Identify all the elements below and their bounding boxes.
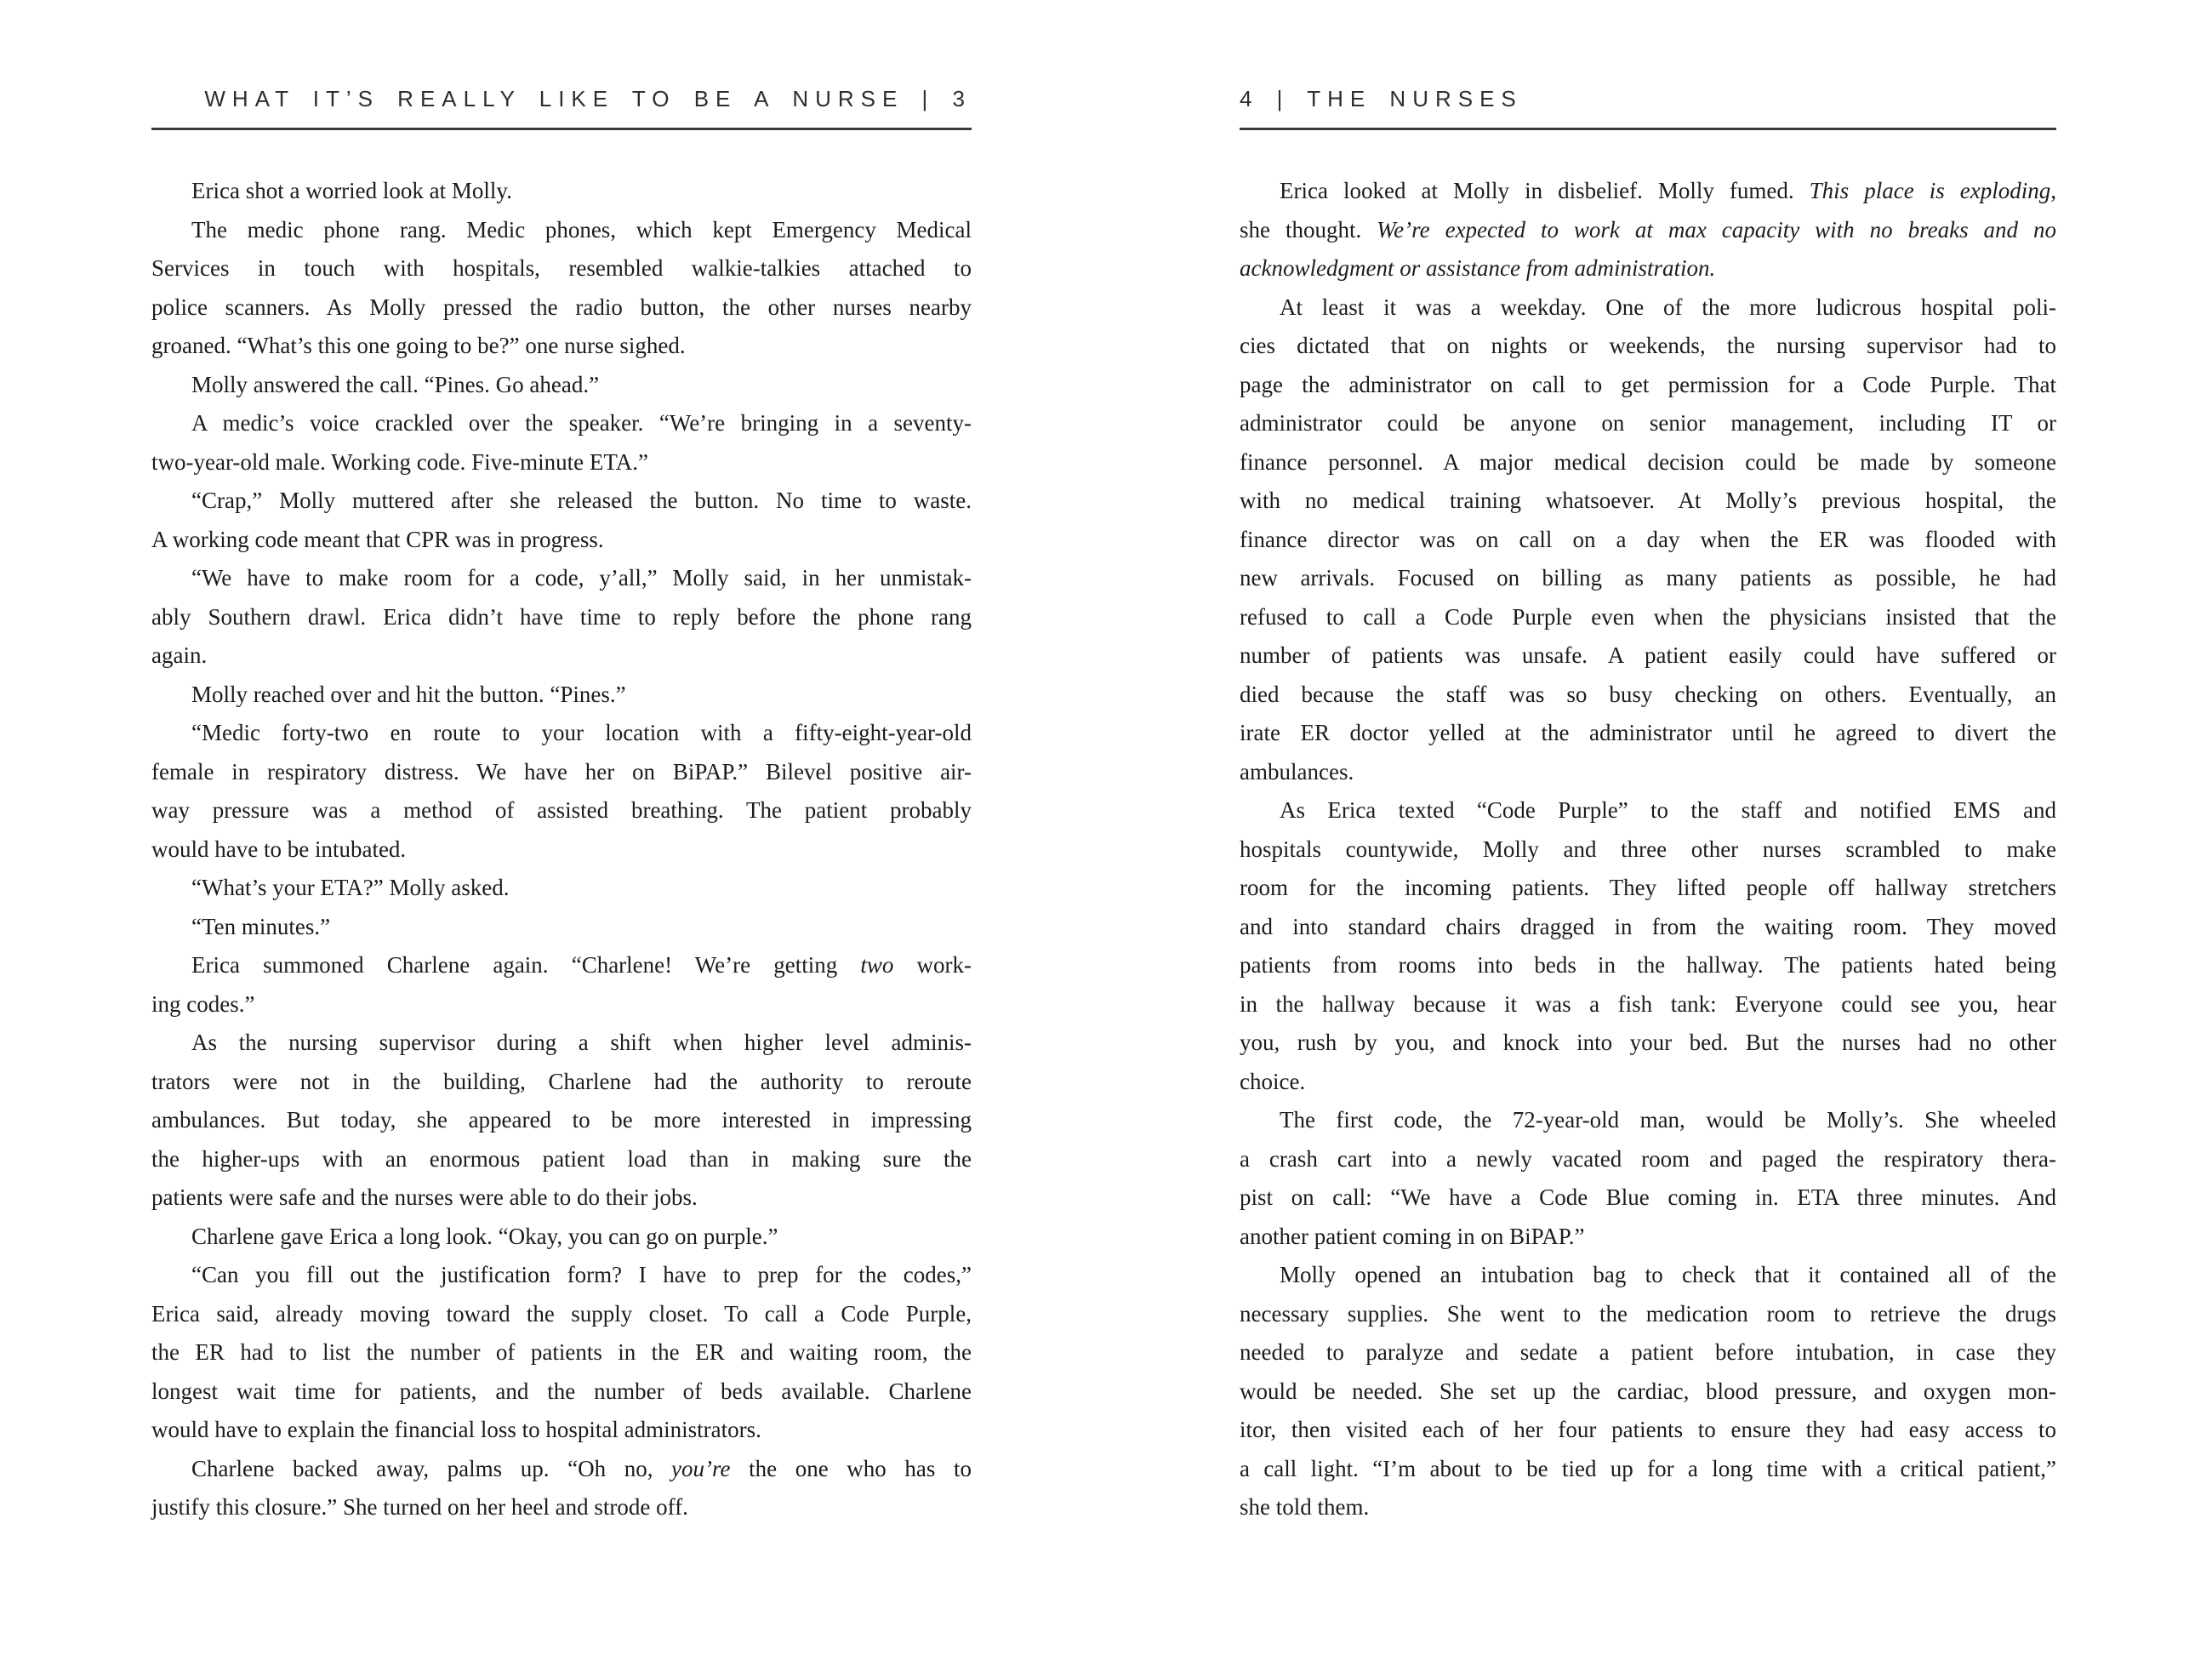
- text-segment: ing codes.”: [151, 990, 255, 1017]
- text-segment: another patient coming in on BiPAP.”: [1240, 1223, 1585, 1249]
- text-segment: A medic’s voice crackled over the speaker. “We’re bringing in a seventy-: [191, 410, 972, 436]
- text-segment: you, rush by you, and knock into your bed. But the nurses had no other: [1240, 1030, 2056, 1055]
- text-line: [1240, 1295, 2056, 1334]
- text-segment: ambulances.: [1240, 758, 1354, 785]
- text-line: [1240, 1024, 2056, 1063]
- text-line: [1240, 521, 2056, 560]
- text-segment: Molly answered the call. “Pines. Go ahead.”: [191, 371, 600, 397]
- text-line: [151, 1295, 972, 1334]
- text-segment: page the administrator on call to get permission for a Code Purple. That: [1240, 371, 2056, 397]
- text-line: [151, 559, 972, 598]
- text-line: [1240, 172, 2056, 211]
- page-body-left: [151, 172, 972, 1527]
- text-segment: Molly opened an intubation bag to check that it contained all of the: [1280, 1262, 2056, 1287]
- text-segment: the higher-ups with an enormous patient load than in making sure the: [151, 1145, 972, 1172]
- text-line: [1240, 1140, 2056, 1179]
- running-header-right: 4 | THE NURSES: [1240, 86, 1523, 111]
- text-line: [151, 1218, 972, 1257]
- italic-text-segment: This place is exploding,: [1809, 178, 2056, 203]
- text-segment: “Medic forty-two en route to your location with a fifty-eight-year-old: [191, 720, 972, 745]
- page-right: [1240, 0, 2056, 1672]
- text-line: [151, 1024, 972, 1063]
- text-segment: finance personnel. A major medical decision could be made by someone: [1240, 448, 2056, 475]
- text-segment: police scanners. As Molly pressed the radio button, the other nurses nearby: [151, 294, 972, 320]
- text-segment: again.: [151, 642, 208, 668]
- text-line: [1240, 714, 2056, 753]
- italic-text-segment: acknowledgment or assistance from administration.: [1240, 255, 1716, 281]
- text-segment: Erica said, already moving toward the supply closet. To call a Code Purple,: [151, 1300, 972, 1327]
- text-segment: itor, then visited each of her four patients to ensure they had easy access to: [1240, 1417, 2056, 1442]
- text-line: [1240, 908, 2056, 947]
- text-line: [151, 482, 972, 521]
- text-segment: work-: [893, 952, 972, 978]
- text-line: [1240, 482, 2056, 521]
- text-line: [1240, 830, 2056, 870]
- text-line: [151, 908, 972, 947]
- text-segment: administrator could be anyone on senior management, including IT or: [1240, 410, 2056, 436]
- text-segment: she thought.: [1240, 216, 1377, 243]
- text-segment: finance director was on call on a day when the ER was flooded with: [1240, 526, 2056, 552]
- text-segment: with no medical training whatsoever. At Molly’s previous hospital, the: [1240, 488, 2056, 513]
- text-segment: As Erica texted “Code Purple” to the staff and notified EMS and: [1280, 797, 2056, 823]
- text-segment: As the nursing supervisor during a shift when higher level adminis-: [191, 1030, 972, 1055]
- text-segment: “Crap,” Molly muttered after she released the button. No time to waste.: [191, 488, 972, 513]
- text-segment: Erica shot a worried look at Molly.: [191, 178, 512, 203]
- text-line: [151, 830, 972, 870]
- text-segment: female in respiratory distress. We have her on BiPAP.” Bilevel positive air-: [151, 758, 972, 785]
- text-line: [151, 443, 972, 482]
- text-line: [151, 1063, 972, 1102]
- text-segment: room for the incoming patients. They lifted people off hallway stretchers: [1240, 875, 2056, 900]
- text-segment: in the hallway because it was a fish tank: Everyone could see you, hear: [1240, 990, 2056, 1017]
- text-line: [1240, 559, 2056, 598]
- italic-text-segment: two: [860, 952, 894, 978]
- text-segment: A working code meant that CPR was in progress.: [151, 526, 604, 552]
- text-segment: “Ten minutes.”: [191, 913, 331, 939]
- text-line: [1240, 598, 2056, 637]
- text-segment: two-year-old male. Working code. Five-minute ETA.”: [151, 448, 648, 475]
- text-segment: pist on call: “We have a Code Blue coming in. ETA three minutes. And: [1240, 1184, 2056, 1210]
- text-line: [151, 714, 972, 753]
- text-line: [1240, 366, 2056, 405]
- text-segment: trators were not in the building, Charlene had the authority to reroute: [151, 1068, 972, 1094]
- text-segment: cies dictated that on nights or weekends, the nursing supervisor had to: [1240, 333, 2056, 358]
- text-line: [1240, 946, 2056, 985]
- text-segment: hospitals countywide, Molly and three other nurses scrambled to make: [1240, 836, 2056, 862]
- text-line: [1240, 676, 2056, 715]
- text-segment: number of patients was unsafe. A patient easily could have suffered or: [1240, 642, 2056, 668]
- text-segment: needed to paralyze and sedate a patient before intubation, in case they: [1240, 1339, 2056, 1365]
- text-segment: Molly reached over and hit the button. “Pines.”: [191, 681, 626, 707]
- text-segment: The medic phone rang. Medic phones, which kept Emergency Medical: [191, 216, 972, 243]
- text-segment: refused to call a Code Purple even when the physicians insisted that the: [1240, 603, 2056, 630]
- text-line: [1240, 327, 2056, 366]
- text-line: [1240, 1178, 2056, 1218]
- text-segment: ably Southern drawl. Erica didn’t have time to reply before the phone rang: [151, 603, 972, 630]
- text-line: [1240, 1256, 2056, 1295]
- text-line: [1240, 404, 2056, 443]
- text-segment: would be needed. She set up the cardiac, blood pressure, and oxygen mon-: [1240, 1378, 2056, 1404]
- text-line: [1240, 1372, 2056, 1412]
- text-line: [1240, 985, 2056, 1024]
- text-line: [151, 1411, 972, 1450]
- text-line: [151, 249, 972, 288]
- text-line: [151, 288, 972, 328]
- text-segment: necessary supplies. She went to the medication room to retrieve the drugs: [1240, 1300, 2056, 1327]
- text-segment: would have to be intubated.: [151, 836, 407, 862]
- text-segment: would have to explain the financial loss to hospital administrators.: [151, 1417, 761, 1442]
- text-segment: patients were safe and the nurses were able to do their jobs.: [151, 1184, 698, 1210]
- text-line: [1240, 1450, 2056, 1489]
- page-left: [151, 0, 972, 1672]
- text-line: [1240, 636, 2056, 676]
- text-segment: Erica summoned Charlene again. “Charlene! We’re getting: [191, 952, 861, 978]
- text-line: [1240, 1063, 2056, 1102]
- text-line: [151, 1333, 972, 1372]
- running-header-left: WHAT IT’S REALLY LIKE TO BE A NURSE | 3: [204, 86, 972, 111]
- text-segment: “We have to make room for a code, y’all,” Molly said, in her unmistak-: [191, 565, 972, 591]
- text-line: [1240, 443, 2056, 482]
- text-segment: the one who has to: [730, 1455, 972, 1481]
- text-line: [151, 869, 972, 908]
- text-line: [151, 1101, 972, 1140]
- text-segment: died because the staff was so busy checking on others. Eventually, an: [1240, 681, 2056, 707]
- text-line: [1240, 791, 2056, 830]
- text-line: [1240, 869, 2056, 908]
- text-line: [151, 636, 972, 676]
- text-line: [151, 1256, 972, 1295]
- italic-text-segment: you’re: [671, 1455, 731, 1481]
- text-segment: a call light. “I’m about to be tied up for a long time with a critical patient,”: [1240, 1455, 2056, 1481]
- text-line: [1240, 1488, 2056, 1527]
- text-line: [151, 791, 972, 830]
- text-segment: she told them.: [1240, 1494, 1370, 1520]
- text-line: [1240, 753, 2056, 792]
- text-line: [151, 172, 972, 211]
- text-segment: longest wait time for patients, and the number of beds available. Charlene: [151, 1378, 972, 1404]
- text-line: [1240, 288, 2056, 328]
- text-segment: a crash cart into a newly vacated room and paged the respiratory thera-: [1240, 1145, 2056, 1172]
- text-line: [151, 404, 972, 443]
- text-line: [151, 1488, 972, 1527]
- text-line: [151, 676, 972, 715]
- italic-text-segment: We’re expected to work at max capacity with no breaks and no: [1377, 216, 2056, 243]
- page-body-right: [1240, 172, 2056, 1527]
- text-segment: ambulances. But today, she appeared to be more interested in impressing: [151, 1107, 972, 1133]
- text-segment: The first code, the 72-year-old man, would be Molly’s. She wheeled: [1280, 1107, 2056, 1133]
- text-segment: “Can you fill out the justification form? I have to prep for the codes,”: [191, 1262, 972, 1287]
- text-segment: Services in touch with hospitals, resembled walkie-talkies attached to: [151, 255, 972, 281]
- text-line: [151, 1450, 972, 1489]
- text-line: [1240, 1333, 2056, 1372]
- text-line: [151, 753, 972, 792]
- text-line: [151, 598, 972, 637]
- text-segment: groaned. “What’s this one going to be?” one nurse sighed.: [151, 333, 686, 358]
- text-line: [151, 366, 972, 405]
- text-segment: way pressure was a method of assisted breathing. The patient probably: [151, 797, 972, 823]
- text-segment: justify this closure.” She turned on her heel and strode off.: [151, 1494, 688, 1520]
- text-segment: At least it was a weekday. One of the more ludicrous hospital poli-: [1280, 294, 2056, 320]
- text-line: [151, 211, 972, 250]
- text-line: [151, 327, 972, 366]
- text-line: [1240, 1218, 2056, 1257]
- text-line: [1240, 1101, 2056, 1140]
- text-line: [1240, 1411, 2056, 1450]
- text-line: [151, 985, 972, 1024]
- text-line: [151, 1140, 972, 1179]
- text-segment: patients from rooms into beds in the hallway. The patients hated being: [1240, 952, 2056, 978]
- text-segment: “What’s your ETA?” Molly asked.: [191, 875, 510, 900]
- text-segment: Charlene gave Erica a long look. “Okay, you can go on purple.”: [191, 1223, 778, 1249]
- text-line: [151, 1178, 972, 1218]
- text-line: [151, 521, 972, 560]
- text-segment: new arrivals. Focused on billing as many patients as possible, he had: [1240, 565, 2056, 591]
- header-rule-left: [151, 128, 972, 130]
- text-segment: and into standard chairs dragged in from the waiting room. They moved: [1240, 913, 2056, 939]
- header-rule-right: [1240, 128, 2056, 130]
- text-line: [151, 1372, 972, 1412]
- text-line: [1240, 211, 2056, 250]
- text-segment: Erica looked at Molly in disbelief. Molly fumed.: [1280, 178, 1810, 203]
- text-segment: Charlene backed away, palms up. “Oh no,: [191, 1455, 672, 1481]
- text-segment: irate ER doctor yelled at the administrator until he agreed to divert the: [1240, 720, 2056, 745]
- text-line: [151, 946, 972, 985]
- text-segment: choice.: [1240, 1068, 1306, 1094]
- text-line: [1240, 249, 2056, 288]
- text-segment: the ER had to list the number of patients in the ER and waiting room, the: [151, 1339, 972, 1365]
